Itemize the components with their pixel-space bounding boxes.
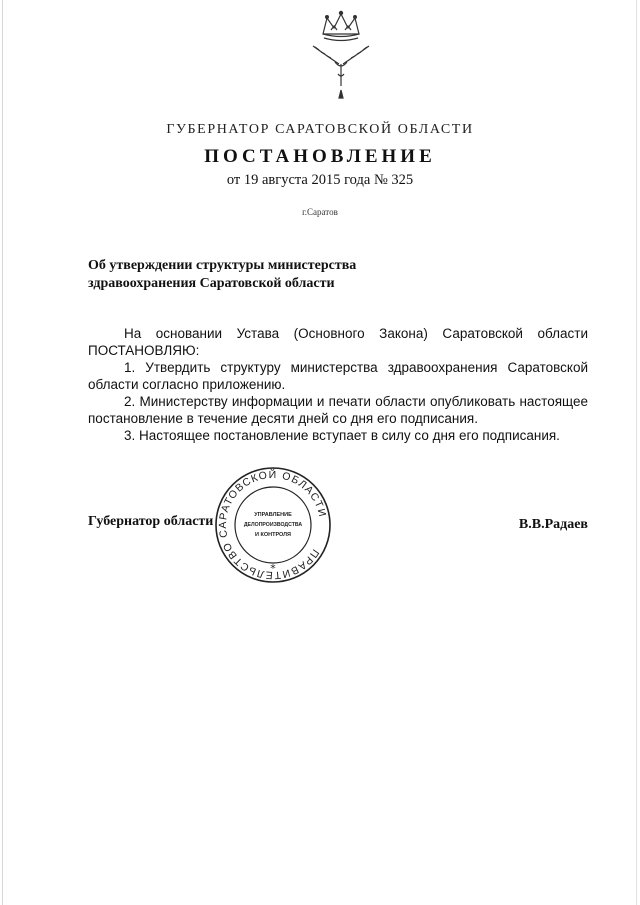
body-item-2: 2. Министерству информации и печати области опубликовать настоящее постановление в течение десяти дней со дня его подписания. — [88, 394, 588, 426]
signatory-position: Губернатор области — [88, 514, 214, 529]
stamp-outer-text: ПРАВИТЕЛЬСТВО САРАТОВСКОЙ ОБЛАСТИ — [216, 468, 329, 582]
stamp-star: * — [270, 562, 276, 575]
document-city: г.Саратов — [302, 207, 338, 217]
subject-line-1: Об утверждении структуры министерства — [88, 258, 357, 273]
document-date-number: от 19 августа 2015 года № 325 — [226, 172, 414, 188]
document-type-title: ПОСТАНОВЛЕНИЕ — [204, 146, 436, 167]
signatory-name: В.В.Радаев — [518, 517, 588, 532]
official-seal-stamp — [214, 466, 332, 584]
subject-line-2: здравоохранения Саратовской области — [88, 276, 335, 291]
document-subject — [88, 257, 418, 293]
body-item-1: 1. Утвердить структуру министерства здравоохранения Саратовской области согласно приложению. — [88, 360, 588, 392]
crown-emblem-icon — [305, 8, 377, 106]
stamp-inner-line-3: И КОНТРОЛЯ — [255, 532, 291, 538]
body-intro: На основании Устава (Основного Закона) Саратовской области ПОСТАНОВЛЯЮ: — [88, 326, 588, 358]
stamp-inner-line-1: УПРАВЛЕНИЕ — [254, 512, 292, 518]
issuing-authority: ГУБЕРНАТОР САРАТОВСКОЙ ОБЛАСТИ — [166, 122, 474, 137]
stamp-inner-line-2: ДЕЛОПРОИЗВОДСТВА — [243, 522, 303, 528]
body-item-3: 3. Настоящее постановление вступает в силу со дня его подписания. — [124, 428, 560, 443]
document-body — [88, 325, 588, 444]
